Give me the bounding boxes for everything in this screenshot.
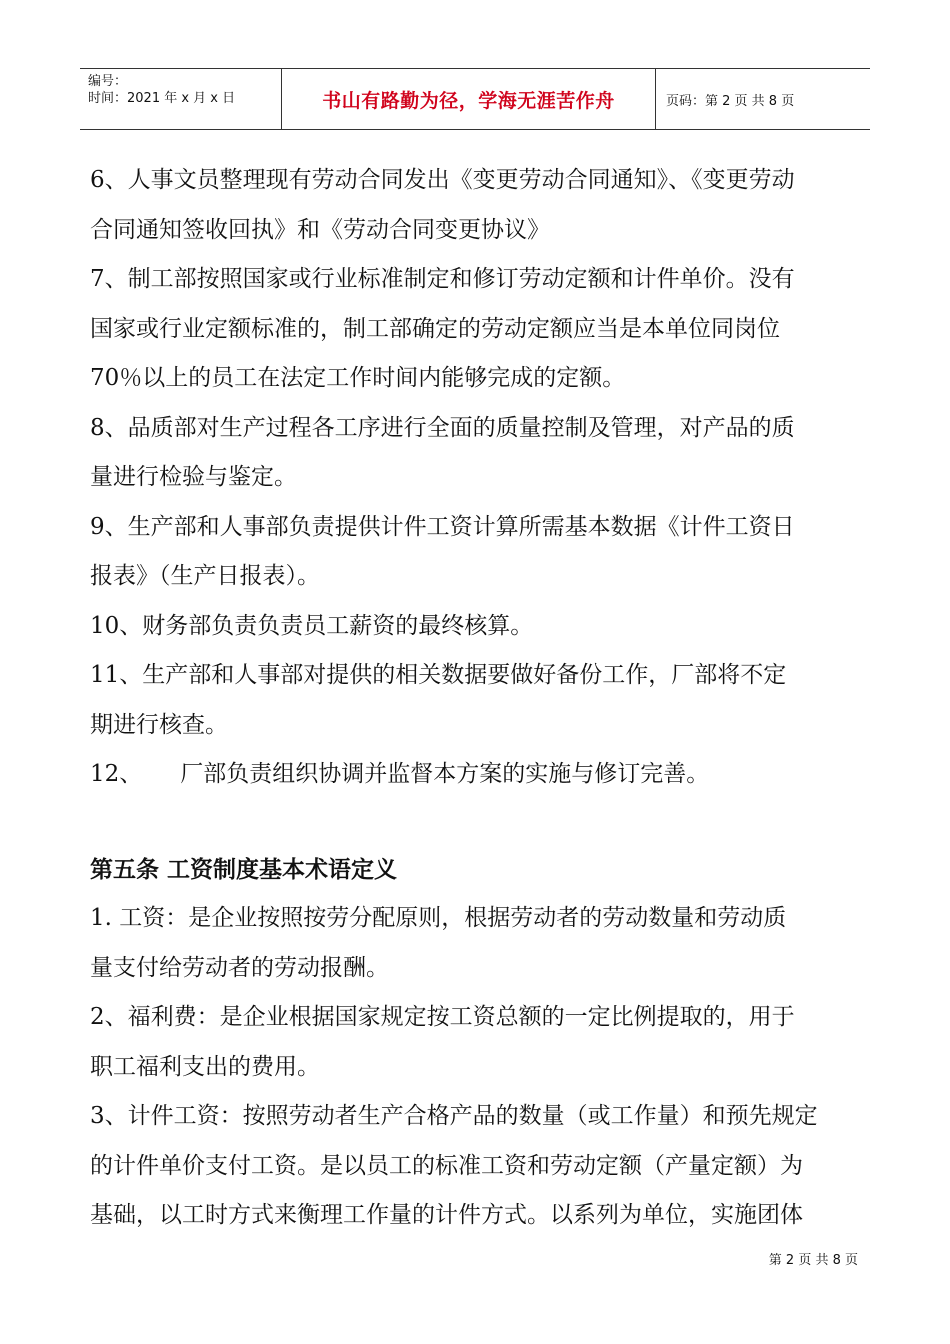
header-motto: 书山有路勤为径，学海无涯苦作舟 — [282, 69, 656, 129]
document-body — [90, 156, 865, 1241]
paragraph-line: 国家或行业定额标准的，制工部确定的劳动定额应当是本单位同岗位 — [90, 315, 780, 342]
definition-line: 1. 工资：是企业按照按劳分配原则，根据劳动者的劳动数量和劳动质 — [90, 905, 787, 931]
paragraph-line: 合同通知签收回执》和《劳动合同变更协议》 — [90, 216, 550, 243]
paragraph-line: 10、财务部负责负责员工薪资的最终核算。 — [90, 612, 534, 639]
list-text: 厂部负责组织协调并监督本方案的实施与修订完善。 — [180, 761, 710, 787]
definition-line: 的计件单价支付工资。是以员工的标准工资和劳动定额（产量定额）为 — [90, 1152, 803, 1179]
paragraph-line — [90, 750, 865, 800]
header-page-number: 页码：第 2 页 共 8 页 — [666, 93, 795, 109]
definition-line: 基础，以工时方式来衡理工作量的计件方式。以系列为单位，实施团体 — [90, 1202, 803, 1228]
header-meta — [80, 69, 282, 129]
paragraph-line: 70％以上的员工在法定工作时间内能够完成的定额。 — [90, 365, 626, 391]
definition-line: 3、计件工资：按照劳动者生产合格产品的数量（或工作量）和预先规定 — [90, 1103, 818, 1129]
paragraph-line: 期进行核查。 — [90, 711, 228, 738]
section-spacer — [90, 800, 865, 845]
paragraph-line: 量进行检验与鉴定。 — [90, 464, 297, 490]
document-number-label: 编号： — [88, 74, 128, 89]
definition-line: 量支付给劳动者的劳动报酬。 — [90, 954, 389, 981]
section-heading: 第五条 工资制度基本术语定义 — [90, 855, 398, 883]
paragraph-line: 9、生产部和人事部负责提供计件工资计算所需基本数据《计件工资日 — [90, 513, 795, 540]
definition-line: 职工福利支出的费用。 — [90, 1053, 320, 1080]
definition-line: 2、福利费：是企业根据国家规定按工资总额的一定比例提取的，用于 — [90, 1004, 795, 1030]
document-date-label: 时间：2021 年 x 月 x 日 — [88, 91, 236, 106]
paragraph-line: 报表》（生产日报表）。 — [90, 563, 320, 589]
paragraph-line: 6、人事文员整理现有劳动合同发出《变更劳动合同通知》、《变更劳动 — [90, 167, 795, 193]
paragraph-line: 11、生产部和人事部对提供的相关数据要做好备份工作，厂部将不定 — [90, 662, 787, 688]
paragraph-line: 8、品质部对生产过程各工序进行全面的质量控制及管理，对产品的质 — [90, 414, 795, 441]
list-number: 12、 — [90, 761, 143, 787]
page-header — [80, 68, 870, 130]
paragraph-line: 7、制工部按照国家或行业标准制定和修订劳动定额和计件单价。没有 — [90, 266, 795, 292]
page-footer: 第 2 页 共 8 页 — [768, 1253, 858, 1268]
